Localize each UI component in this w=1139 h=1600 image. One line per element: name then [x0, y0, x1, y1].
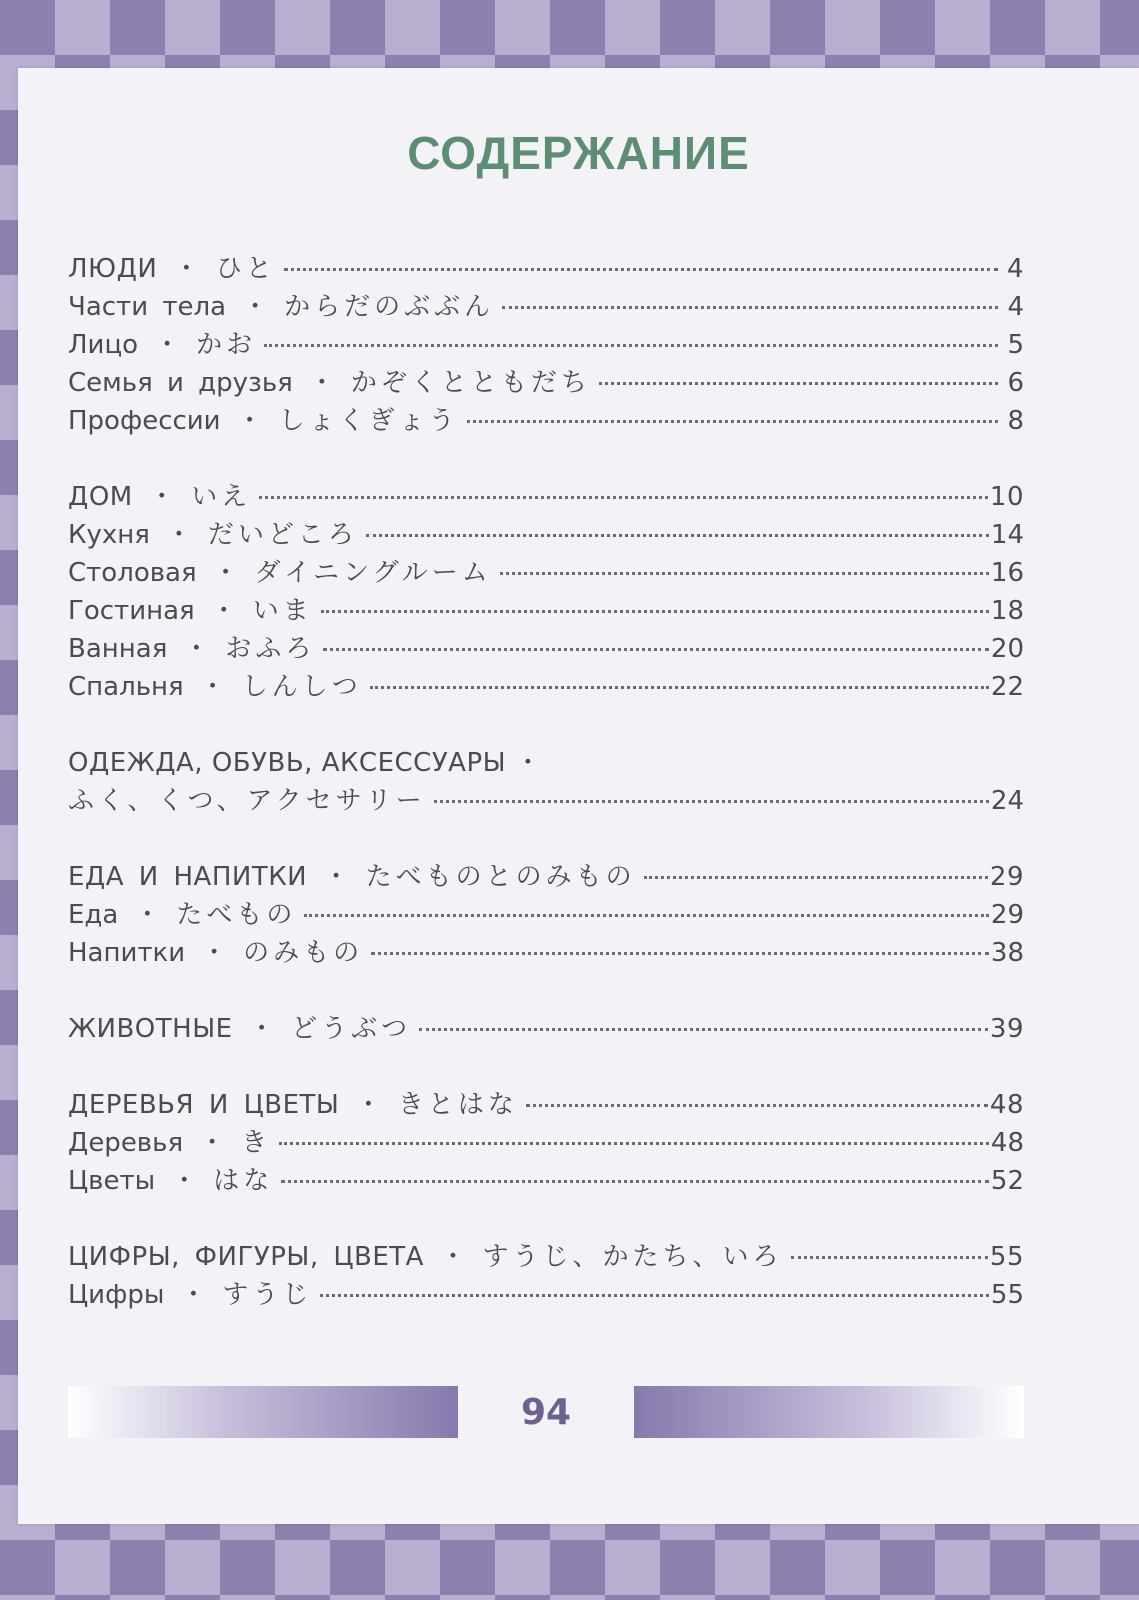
toc-entry-page-number: 29 — [990, 900, 1024, 930]
toc-entry[interactable] — [68, 780, 1024, 818]
toc-entry-title-ru: Деревья — [68, 1128, 184, 1158]
toc-entry[interactable] — [68, 552, 1024, 590]
toc-entry-title-ru: Еда — [68, 900, 119, 930]
toc-entry[interactable] — [68, 1160, 1024, 1198]
toc-entry-title-ru: Кухня — [68, 520, 150, 550]
toc-section-heading: ОДЕЖДА, ОБУВЬ, АКСЕССУАРЫ ・ — [68, 748, 542, 778]
toc-entry[interactable] — [68, 590, 1024, 628]
toc-entry-page-number: 4 — [1007, 292, 1024, 322]
toc-dot-leader — [500, 572, 989, 575]
toc-entry-title-jp: たべものとのみもの — [365, 862, 636, 892]
table-of-contents — [68, 248, 1024, 1350]
toc-entry-title-ru: Цифры — [68, 1280, 165, 1310]
toc-entry[interactable] — [68, 894, 1024, 932]
toc-entry-title-ru: Профессии — [68, 406, 221, 436]
toc-entry-title-jp: おふろ — [225, 634, 316, 664]
toc-entry-separator: ・ — [199, 672, 226, 702]
toc-section — [68, 856, 1024, 970]
footer-bar-right — [634, 1386, 1024, 1438]
toc-entry-separator: ・ — [148, 482, 176, 512]
toc-entry-page-number: 24 — [990, 786, 1024, 816]
toc-dot-leader — [259, 496, 988, 499]
toc-dot-leader — [279, 1142, 989, 1145]
toc-entry-page-number: 10 — [989, 482, 1024, 512]
toc-entry-separator: ・ — [199, 1128, 226, 1158]
toc-entry-title-jp: きとはな — [397, 1090, 518, 1120]
toc-dot-leader — [281, 1180, 989, 1183]
toc-entry-separator: ・ — [210, 596, 237, 626]
toc-entry[interactable] — [68, 1236, 1024, 1274]
document-page — [18, 68, 1139, 1524]
toc-entry[interactable] — [68, 1122, 1024, 1160]
toc-entry[interactable] — [68, 248, 1024, 286]
toc-section — [68, 1236, 1024, 1312]
toc-entry-page-number: 20 — [990, 634, 1024, 664]
toc-entry-page-number: 29 — [989, 862, 1024, 892]
toc-entry-title-ru: Лицо — [68, 330, 139, 360]
toc-section — [68, 742, 1024, 818]
toc-entry-separator: ・ — [242, 292, 269, 322]
page-footer — [68, 1386, 1024, 1438]
toc-entry-page-number: 55 — [990, 1280, 1024, 1310]
toc-entry-title-jp: はな — [213, 1166, 274, 1196]
toc-entry[interactable] — [68, 856, 1024, 894]
toc-entry-separator: ・ — [180, 1280, 207, 1310]
toc-entry-separator: ・ — [236, 406, 263, 436]
toc-entry[interactable] — [68, 362, 1024, 400]
toc-section — [68, 1084, 1024, 1198]
toc-entry[interactable] — [68, 286, 1024, 324]
toc-entry-separator: ・ — [212, 558, 239, 588]
toc-entry-title-jp: すうじ、かたち、いろ — [482, 1242, 783, 1272]
toc-entry-separator: ・ — [171, 1166, 198, 1196]
toc-entry-title-jp: どうぶつ — [291, 1014, 412, 1044]
toc-dot-leader — [304, 914, 989, 917]
toc-dot-leader — [320, 1294, 989, 1297]
toc-entry-page-number: 5 — [1007, 330, 1024, 360]
toc-dot-leader — [370, 686, 989, 689]
toc-entry-title-ru: Столовая — [68, 558, 197, 588]
toc-entry-page-number: 18 — [990, 596, 1024, 626]
toc-entry-separator: ・ — [323, 862, 350, 892]
toc-entry-title-jp: ひと — [215, 254, 276, 284]
toc-entry-page-number: 48 — [990, 1128, 1024, 1158]
toc-entry[interactable] — [68, 1008, 1024, 1046]
toc-entry-page-number: 4 — [1006, 254, 1024, 284]
toc-entry-title-jp: しんしつ — [241, 672, 362, 702]
toc-entry[interactable] — [68, 666, 1024, 704]
toc-dot-leader — [264, 344, 998, 347]
toc-entry-title-ru: ЕДА И НАПИТКИ — [68, 862, 308, 892]
toc-dot-leader — [321, 610, 989, 613]
toc-entry-title-jp: すうじ — [222, 1280, 313, 1310]
toc-entry-title-ru: ЖИВОТНЫЕ — [68, 1014, 233, 1044]
toc-entry-page-number: 39 — [989, 1014, 1024, 1044]
toc-dot-leader — [791, 1256, 988, 1259]
toc-entry-title-ru: Ванная — [68, 634, 168, 664]
toc-entry-title-jp: しょくぎょう — [278, 406, 459, 436]
toc-entry-separator: ・ — [308, 368, 335, 398]
toc-entry[interactable] — [68, 1084, 1024, 1122]
toc-entry-separator: ・ — [248, 1014, 276, 1044]
toc-entry-title-jp: のみもの — [243, 938, 364, 968]
toc-entry[interactable] — [68, 1274, 1024, 1312]
toc-dot-leader — [599, 382, 998, 385]
toc-dot-leader — [419, 1028, 988, 1031]
toc-entry-separator: ・ — [165, 520, 192, 550]
toc-entry-separator: ・ — [134, 900, 161, 930]
toc-entry-page-number: 55 — [989, 1242, 1024, 1272]
toc-dot-leader — [502, 306, 998, 309]
toc-entry-separator: ・ — [355, 1090, 382, 1120]
toc-entry-title-jp: かぞくとともだち — [350, 368, 591, 398]
toc-entry-title-ru: Семья и друзья — [68, 368, 293, 398]
toc-entry-page-number: 16 — [990, 558, 1024, 588]
toc-entry-page-number: 6 — [1007, 368, 1024, 398]
toc-entry-title-ru: Части тела — [68, 292, 227, 322]
page-number: 94 — [520, 1392, 572, 1433]
toc-entry-separator: ・ — [183, 634, 210, 664]
toc-entry[interactable] — [68, 932, 1024, 970]
toc-entry-page-number: 14 — [990, 520, 1024, 550]
toc-entry-title-jp: からだのぶぶん — [284, 292, 495, 322]
toc-section — [68, 1008, 1024, 1046]
toc-dot-leader — [323, 648, 989, 651]
toc-entry-page-number: 8 — [1007, 406, 1024, 436]
toc-dot-leader — [526, 1104, 988, 1107]
toc-entry-title-jp: き — [241, 1128, 272, 1158]
toc-entry-title-jp: たべもの — [176, 900, 297, 930]
toc-entry-separator: ・ — [173, 254, 200, 284]
toc-entry-title-ru: Напитки — [68, 938, 186, 968]
toc-entry-title-jp: だいどころ — [207, 520, 358, 550]
toc-entry-page-number: 38 — [990, 938, 1024, 968]
toc-entry-separator: ・ — [154, 330, 181, 360]
toc-entry-title-ru: Гостиная — [68, 596, 195, 626]
toc-entry-title-ru: ЦИФРЫ, ФИГУРЫ, ЦВЕТА — [68, 1242, 424, 1272]
toc-dot-leader — [467, 420, 998, 423]
toc-entry-page-number: 48 — [989, 1090, 1024, 1120]
toc-entry-title-ru: ДОМ — [68, 482, 133, 512]
toc-entry-title-jp: ダイニングルーム — [254, 558, 492, 588]
toc-entry-title-ru: Цветы — [68, 1166, 156, 1196]
toc-entry-title-jp: ふく、くつ、アクセサリー — [68, 786, 426, 816]
toc-dot-leader — [434, 800, 989, 803]
toc-dot-leader — [644, 876, 988, 879]
toc-entry-title-ru: Спальня — [68, 672, 184, 702]
page-title: СОДЕРЖАНИЕ — [407, 127, 750, 179]
toc-entry-page-number: 52 — [990, 1166, 1024, 1196]
toc-entry[interactable] — [68, 400, 1024, 438]
toc-entry-separator: ・ — [201, 938, 228, 968]
toc-section — [68, 248, 1024, 438]
toc-entry-title-jp: いえ — [191, 482, 252, 512]
toc-entry[interactable] — [68, 514, 1024, 552]
toc-dot-leader — [371, 952, 989, 955]
toc-entry[interactable] — [68, 476, 1024, 514]
toc-entry-title-ru: ДЕРЕВЬЯ И ЦВЕТЫ — [68, 1090, 340, 1120]
toc-entry-page-number: 22 — [990, 672, 1024, 702]
toc-entry[interactable] — [68, 324, 1024, 362]
toc-entry-title-ru: ЛЮДИ — [68, 254, 158, 284]
toc-dot-leader — [284, 268, 998, 271]
toc-entry[interactable] — [68, 628, 1024, 666]
toc-entry-separator: ・ — [439, 1242, 467, 1272]
toc-section — [68, 476, 1024, 704]
toc-entry-title-jp: かお — [196, 330, 257, 360]
toc-entry-title-jp: いま — [252, 596, 313, 626]
toc-dot-leader — [366, 534, 989, 537]
